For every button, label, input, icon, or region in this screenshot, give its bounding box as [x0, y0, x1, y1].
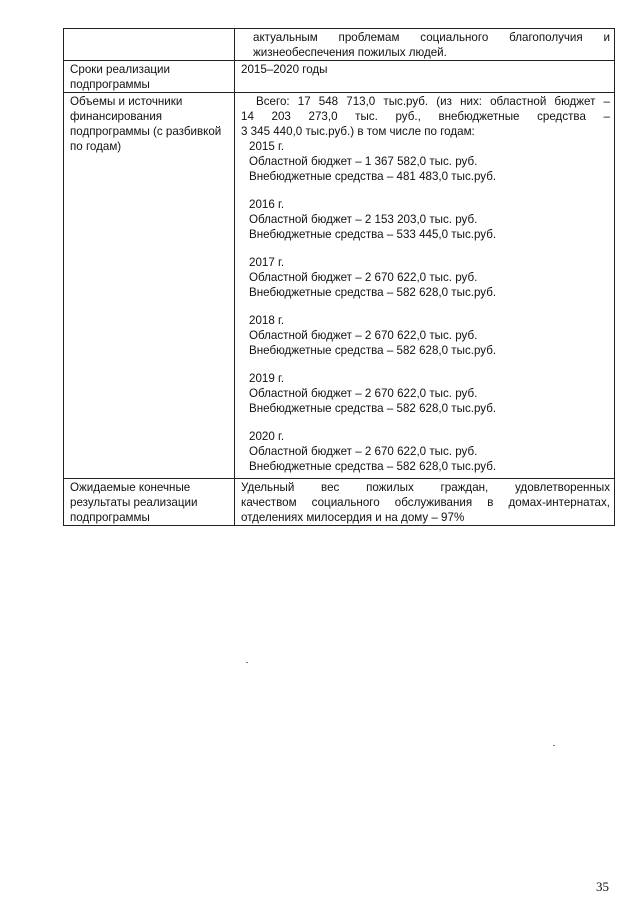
- year-block-2015: [241, 139, 610, 184]
- year-label: 2017 г.: [249, 256, 285, 269]
- text-line: качеством социального обслуживания в домах-интернатах,: [241, 496, 610, 509]
- extra-budget-line: Внебюджетные средства – 582 628,0 тыс.руб.: [249, 402, 497, 415]
- extra-budget-line: Внебюджетные средства – 582 628,0 тыс.руб.: [249, 286, 497, 299]
- year-label: 2019 г.: [249, 372, 285, 385]
- funding-total-line: Всего: 17 548 713,0 тыс.руб. (из них: областной бюджет –: [256, 95, 610, 108]
- regional-budget-line: Областной бюджет – 2 670 622,0 тыс. руб.: [249, 271, 478, 284]
- year-block-2017: [241, 255, 610, 300]
- year-block-2020: [241, 429, 610, 474]
- extra-budget-line: Внебюджетные средства – 533 445,0 тыс.руб.: [249, 228, 497, 241]
- row-label-cell: [64, 29, 235, 61]
- subprogram-passport-table: [63, 28, 615, 526]
- scan-speck: [246, 662, 248, 663]
- row-value-cell: [235, 29, 615, 61]
- text-line: жизнеобеспечения пожилых людей.: [253, 46, 447, 59]
- year-block-2018: [241, 313, 610, 358]
- row-label-cell: Объемы и источники финансирования подпрограммы (с разбивкой по годам): [64, 93, 235, 479]
- regional-budget-line: Областной бюджет – 2 670 622,0 тыс. руб.: [249, 387, 478, 400]
- regional-budget-line: Областной бюджет – 2 153 203,0 тыс. руб.: [249, 213, 478, 226]
- funding-total-line: 14 203 273,0 тыс. руб., внебюджетные средства –: [241, 110, 610, 123]
- extra-budget-line: Внебюджетные средства – 582 628,0 тыс.руб.: [249, 460, 497, 473]
- row-value-cell: [235, 479, 615, 526]
- regional-budget-line: Областной бюджет – 1 367 582,0 тыс. руб.: [249, 155, 478, 168]
- funding-total-line: 3 345 440,0 тыс.руб.) в том числе по годам:: [241, 125, 475, 138]
- row-value-cell: [235, 93, 615, 479]
- regional-budget-line: Областной бюджет – 2 670 622,0 тыс. руб.: [249, 445, 478, 458]
- row-value-cell: 2015–2020 годы: [235, 61, 615, 93]
- year-block-2019: [241, 371, 610, 416]
- year-label: 2015 г.: [249, 140, 285, 153]
- page-number: 35: [596, 879, 609, 894]
- table-row: [64, 29, 615, 61]
- extra-budget-line: Внебюджетные средства – 481 483,0 тыс.руб.: [249, 170, 497, 183]
- text-line: Удельный вес пожилых граждан, удовлетворенных: [241, 481, 610, 494]
- table-row: [64, 93, 615, 479]
- regional-budget-line: Областной бюджет – 2 670 622,0 тыс. руб.: [249, 329, 478, 342]
- text-line: актуальным проблемам социального благополучия и: [253, 31, 610, 44]
- table-row: [64, 479, 615, 526]
- year-label: 2020 г.: [249, 430, 285, 443]
- text-line: отделениях милосердия и на дому – 97%: [241, 511, 465, 524]
- year-block-2016: [241, 197, 610, 242]
- row-label-cell: Сроки реализации подпрограммы: [64, 61, 235, 93]
- scan-speck: [553, 745, 555, 746]
- year-label: 2018 г.: [249, 314, 285, 327]
- year-label: 2016 г.: [249, 198, 285, 211]
- row-label-cell: Ожидаемые конечные результаты реализации подпрограммы: [64, 479, 235, 526]
- extra-budget-line: Внебюджетные средства – 582 628,0 тыс.руб.: [249, 344, 497, 357]
- table-row: [64, 61, 615, 93]
